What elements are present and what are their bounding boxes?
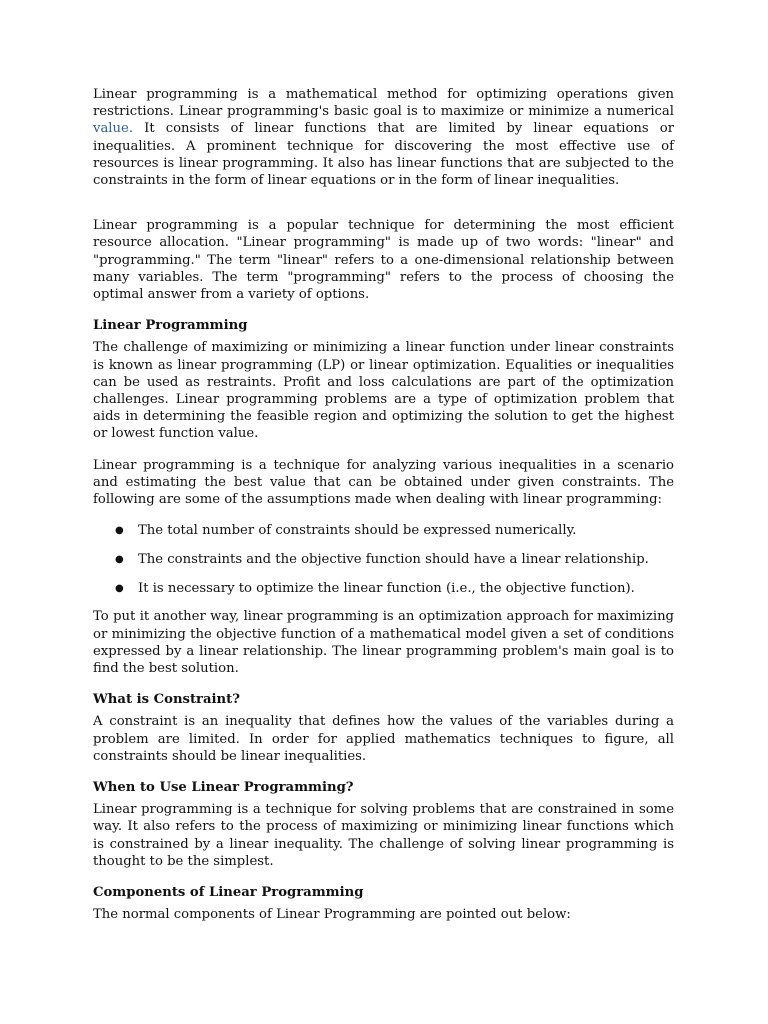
bullet-icon: ● — [115, 582, 124, 594]
value-link[interactable]: value. — [93, 121, 134, 137]
popular-technique-paragraph: Linear programming is a popular technique for determining the most efficient resource allocation. "Linear programming" is made up of two words: "linear" and "programming." The term "linear" refers to a one-dimensional relationship between many variables. The term "programming" refers to the process of choosing the optimal answer from a variety of options. — [93, 218, 674, 303]
when-to-use-paragraph: Linear programming is a technique for solving problems that are constrained in some way. It also refers to the process of maximizing or minimizing linear functions which is constrained by a linear inequality. The challenge of solving linear programming is thought to be the simplest. — [93, 802, 674, 869]
list-item-text: The total number of constraints should be expressed numerically. — [138, 523, 577, 539]
assumptions-intro-paragraph: Linear programming is a technique for analyzing various inequalities in a scenario and estimating the best value that can be obtained under given constraints. The following are some of the assumptions made when dealing with linear programming: — [93, 457, 674, 508]
heading-components: Components of Linear Programming — [93, 885, 364, 901]
components-paragraph: The normal components of Linear Programming are pointed out below: — [93, 907, 571, 923]
intro-text-end: It consists of linear functions that are limited by linear equations or inequalities. A prominent technique for discovering the most effective use of resources is linear programming. It also has linear functions that are subjected to the constraints in the form of linear equations or in the form of linear inequalities. — [93, 121, 674, 189]
lp-definition-paragraph: The challenge of maximizing or minimizing a linear function under linear constraints is known as linear programming (LP) or linear optimization. Equalities or inequalities can be used as restraints. Profit and loss calculations are part of the optimization challenges. Linear programming problems are a type of optimization problem that aids in determining the feasible region and optimizing the solution to get the highest or lowest function value. — [93, 340, 674, 442]
list-item — [93, 522, 674, 539]
assumptions-list — [93, 522, 674, 597]
heading-linear-programming: Linear Programming — [93, 318, 248, 334]
bullet-icon: ● — [115, 553, 124, 565]
constraint-paragraph: A constraint is an inequality that defines how the values of the variables during a problem are limited. In order for applied mathematics techniques to figure, all constraints should be linear inequalities. — [93, 714, 674, 764]
list-item-text: It is necessary to optimize the linear function (i.e., the objective function). — [138, 580, 635, 596]
heading-when-to-use: When to Use Linear Programming? — [93, 780, 354, 795]
bullet-icon: ● — [115, 525, 124, 537]
list-item — [93, 580, 674, 597]
list-item-text: The constraints and the objective function should have a linear relationship. — [138, 551, 649, 567]
heading-constraint: What is Constraint? — [93, 692, 240, 708]
another-way-paragraph: To put it another way, linear programming is an optimization approach for maximizing or minimizing the objective function of a mathematical model given a set of conditions expressed by a linear relationship. The linear programming problem's main goal is to find the best solution. — [93, 609, 674, 676]
document-page — [93, 86, 674, 923]
intro-paragraph — [93, 86, 674, 189]
intro-text-start: Linear programming is a mathematical method for optimizing operations given restrictions. Linear programming's basic goal is to maximize or minimize a numerical — [93, 87, 674, 120]
list-item — [93, 551, 674, 568]
